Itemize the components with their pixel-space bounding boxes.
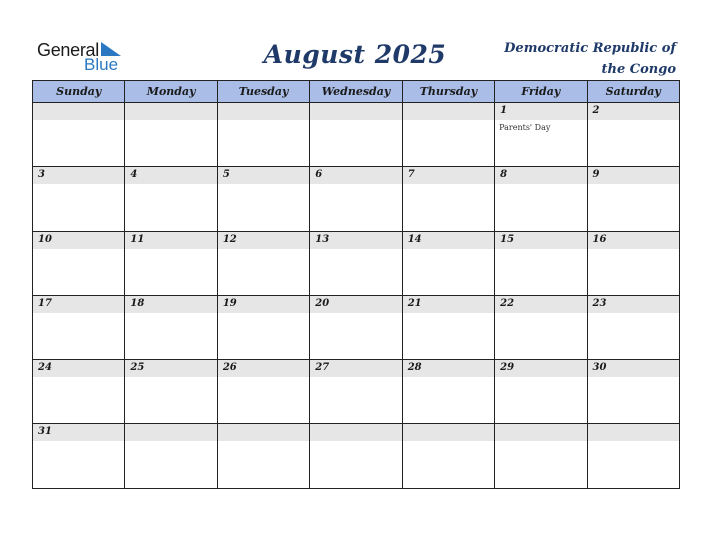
day-number: 10 — [38, 233, 52, 245]
day-cell[interactable] — [403, 296, 495, 359]
day-number: 9 — [592, 169, 600, 181]
day-number: 2 — [592, 105, 600, 116]
day-cell[interactable] — [588, 360, 679, 423]
day-band — [218, 167, 309, 184]
day-cell[interactable] — [218, 296, 310, 359]
day-band — [403, 103, 494, 120]
week-row — [33, 296, 679, 360]
weekday-sunday: Sunday — [33, 81, 125, 102]
day-cell[interactable] — [310, 424, 402, 488]
week-row — [33, 103, 679, 167]
day-number: 21 — [407, 297, 422, 309]
day-band — [125, 167, 216, 184]
weekday-saturday: Saturday — [605, 85, 661, 98]
day-number: 20 — [315, 297, 330, 309]
day-cell[interactable] — [33, 296, 125, 359]
day-cell[interactable] — [495, 232, 587, 295]
day-cell[interactable] — [310, 232, 402, 295]
day-cell[interactable] — [403, 232, 495, 295]
weekday-friday: Friday — [495, 81, 587, 102]
country-line-2: the Congo — [601, 62, 676, 77]
day-band — [403, 167, 494, 184]
day-number: 6 — [315, 169, 323, 181]
day-number: 26 — [222, 362, 237, 374]
day-cell[interactable] — [218, 103, 310, 166]
day-cell[interactable] — [310, 103, 402, 166]
generalblue-logo — [37, 40, 127, 74]
calendar-title: August 2025 — [263, 40, 447, 69]
day-band — [588, 103, 679, 120]
day-cell[interactable] — [310, 296, 402, 359]
week-row — [33, 424, 679, 488]
day-cell[interactable] — [125, 103, 217, 166]
country-name — [496, 38, 676, 80]
day-number: 8 — [500, 169, 508, 181]
weekday-wednesday: Wednesday — [310, 81, 402, 102]
day-cell[interactable] — [125, 360, 217, 423]
day-number: 1 — [500, 105, 508, 116]
day-number: 18 — [130, 297, 145, 309]
day-number: 27 — [315, 362, 330, 374]
logo-flag-icon — [101, 42, 121, 56]
day-number: 11 — [130, 233, 145, 245]
day-cell[interactable] — [33, 167, 125, 230]
day-cell[interactable] — [125, 167, 217, 230]
day-cell[interactable] — [495, 103, 587, 166]
day-cell[interactable] — [125, 424, 217, 488]
day-number: 23 — [592, 297, 607, 309]
weekday-monday: Monday — [125, 81, 217, 102]
day-band — [495, 424, 586, 441]
day-cell[interactable] — [33, 360, 125, 423]
day-cell[interactable] — [495, 167, 587, 230]
week-row — [33, 167, 679, 231]
day-cell[interactable] — [218, 424, 310, 488]
country-line-1: Democratic Republic of — [504, 41, 676, 56]
day-cell[interactable] — [310, 360, 402, 423]
week-row — [33, 232, 679, 296]
day-band — [125, 103, 216, 120]
day-band — [218, 424, 309, 441]
day-cell[interactable] — [588, 424, 679, 488]
day-cell[interactable] — [588, 167, 679, 230]
day-cell[interactable] — [403, 360, 495, 423]
day-number: 15 — [500, 233, 515, 245]
day-band — [403, 424, 494, 441]
week-row — [33, 360, 679, 424]
holiday-label: Parents' Day — [499, 123, 551, 132]
day-cell[interactable] — [495, 296, 587, 359]
day-number: 13 — [315, 233, 330, 245]
day-cell[interactable] — [218, 360, 310, 423]
day-cell[interactable] — [218, 232, 310, 295]
day-band — [588, 424, 679, 441]
day-number: 7 — [407, 169, 415, 181]
day-cell[interactable] — [218, 167, 310, 230]
day-number: 29 — [500, 362, 515, 374]
day-number: 28 — [407, 362, 422, 374]
day-band — [218, 103, 309, 120]
day-number: 14 — [407, 233, 422, 245]
day-band — [310, 103, 401, 120]
day-cell[interactable] — [588, 103, 679, 166]
day-number: 25 — [130, 362, 145, 374]
day-cell[interactable] — [588, 296, 679, 359]
day-band — [495, 103, 586, 120]
day-number: 30 — [592, 362, 607, 374]
day-cell[interactable] — [588, 232, 679, 295]
day-cell[interactable] — [495, 424, 587, 488]
logo-word-blue: Blue — [84, 55, 119, 74]
day-number: 5 — [222, 169, 230, 181]
day-cell[interactable] — [403, 103, 495, 166]
day-number: 12 — [222, 233, 237, 245]
day-band — [33, 103, 124, 120]
day-number: 24 — [38, 362, 52, 374]
day-cell[interactable] — [403, 424, 495, 488]
day-number: 4 — [130, 169, 138, 181]
day-band — [33, 167, 124, 184]
weekday-header — [33, 81, 679, 103]
weekday-tuesday: Tuesday — [218, 81, 310, 102]
day-cell[interactable] — [125, 296, 217, 359]
weekday-thursday: Thursday — [403, 81, 495, 102]
day-band — [310, 167, 401, 184]
day-cell[interactable] — [495, 360, 587, 423]
day-cell[interactable] — [33, 103, 125, 166]
day-cell[interactable] — [125, 232, 217, 295]
calendar-grid — [32, 80, 680, 489]
day-number: 3 — [38, 169, 45, 181]
day-number: 17 — [38, 297, 52, 309]
day-cell[interactable] — [33, 232, 125, 295]
day-number: 16 — [592, 233, 607, 245]
day-band — [588, 167, 679, 184]
weeks-container — [33, 103, 679, 489]
day-band — [310, 424, 401, 441]
day-number: 22 — [500, 297, 515, 309]
day-cell[interactable] — [310, 167, 402, 230]
day-cell[interactable] — [403, 167, 495, 230]
day-number: 31 — [38, 426, 52, 438]
day-band — [495, 167, 586, 184]
logo-word-general: General — [37, 40, 99, 60]
day-cell[interactable] — [33, 424, 125, 488]
day-number: 19 — [222, 297, 237, 309]
day-band — [125, 424, 216, 441]
